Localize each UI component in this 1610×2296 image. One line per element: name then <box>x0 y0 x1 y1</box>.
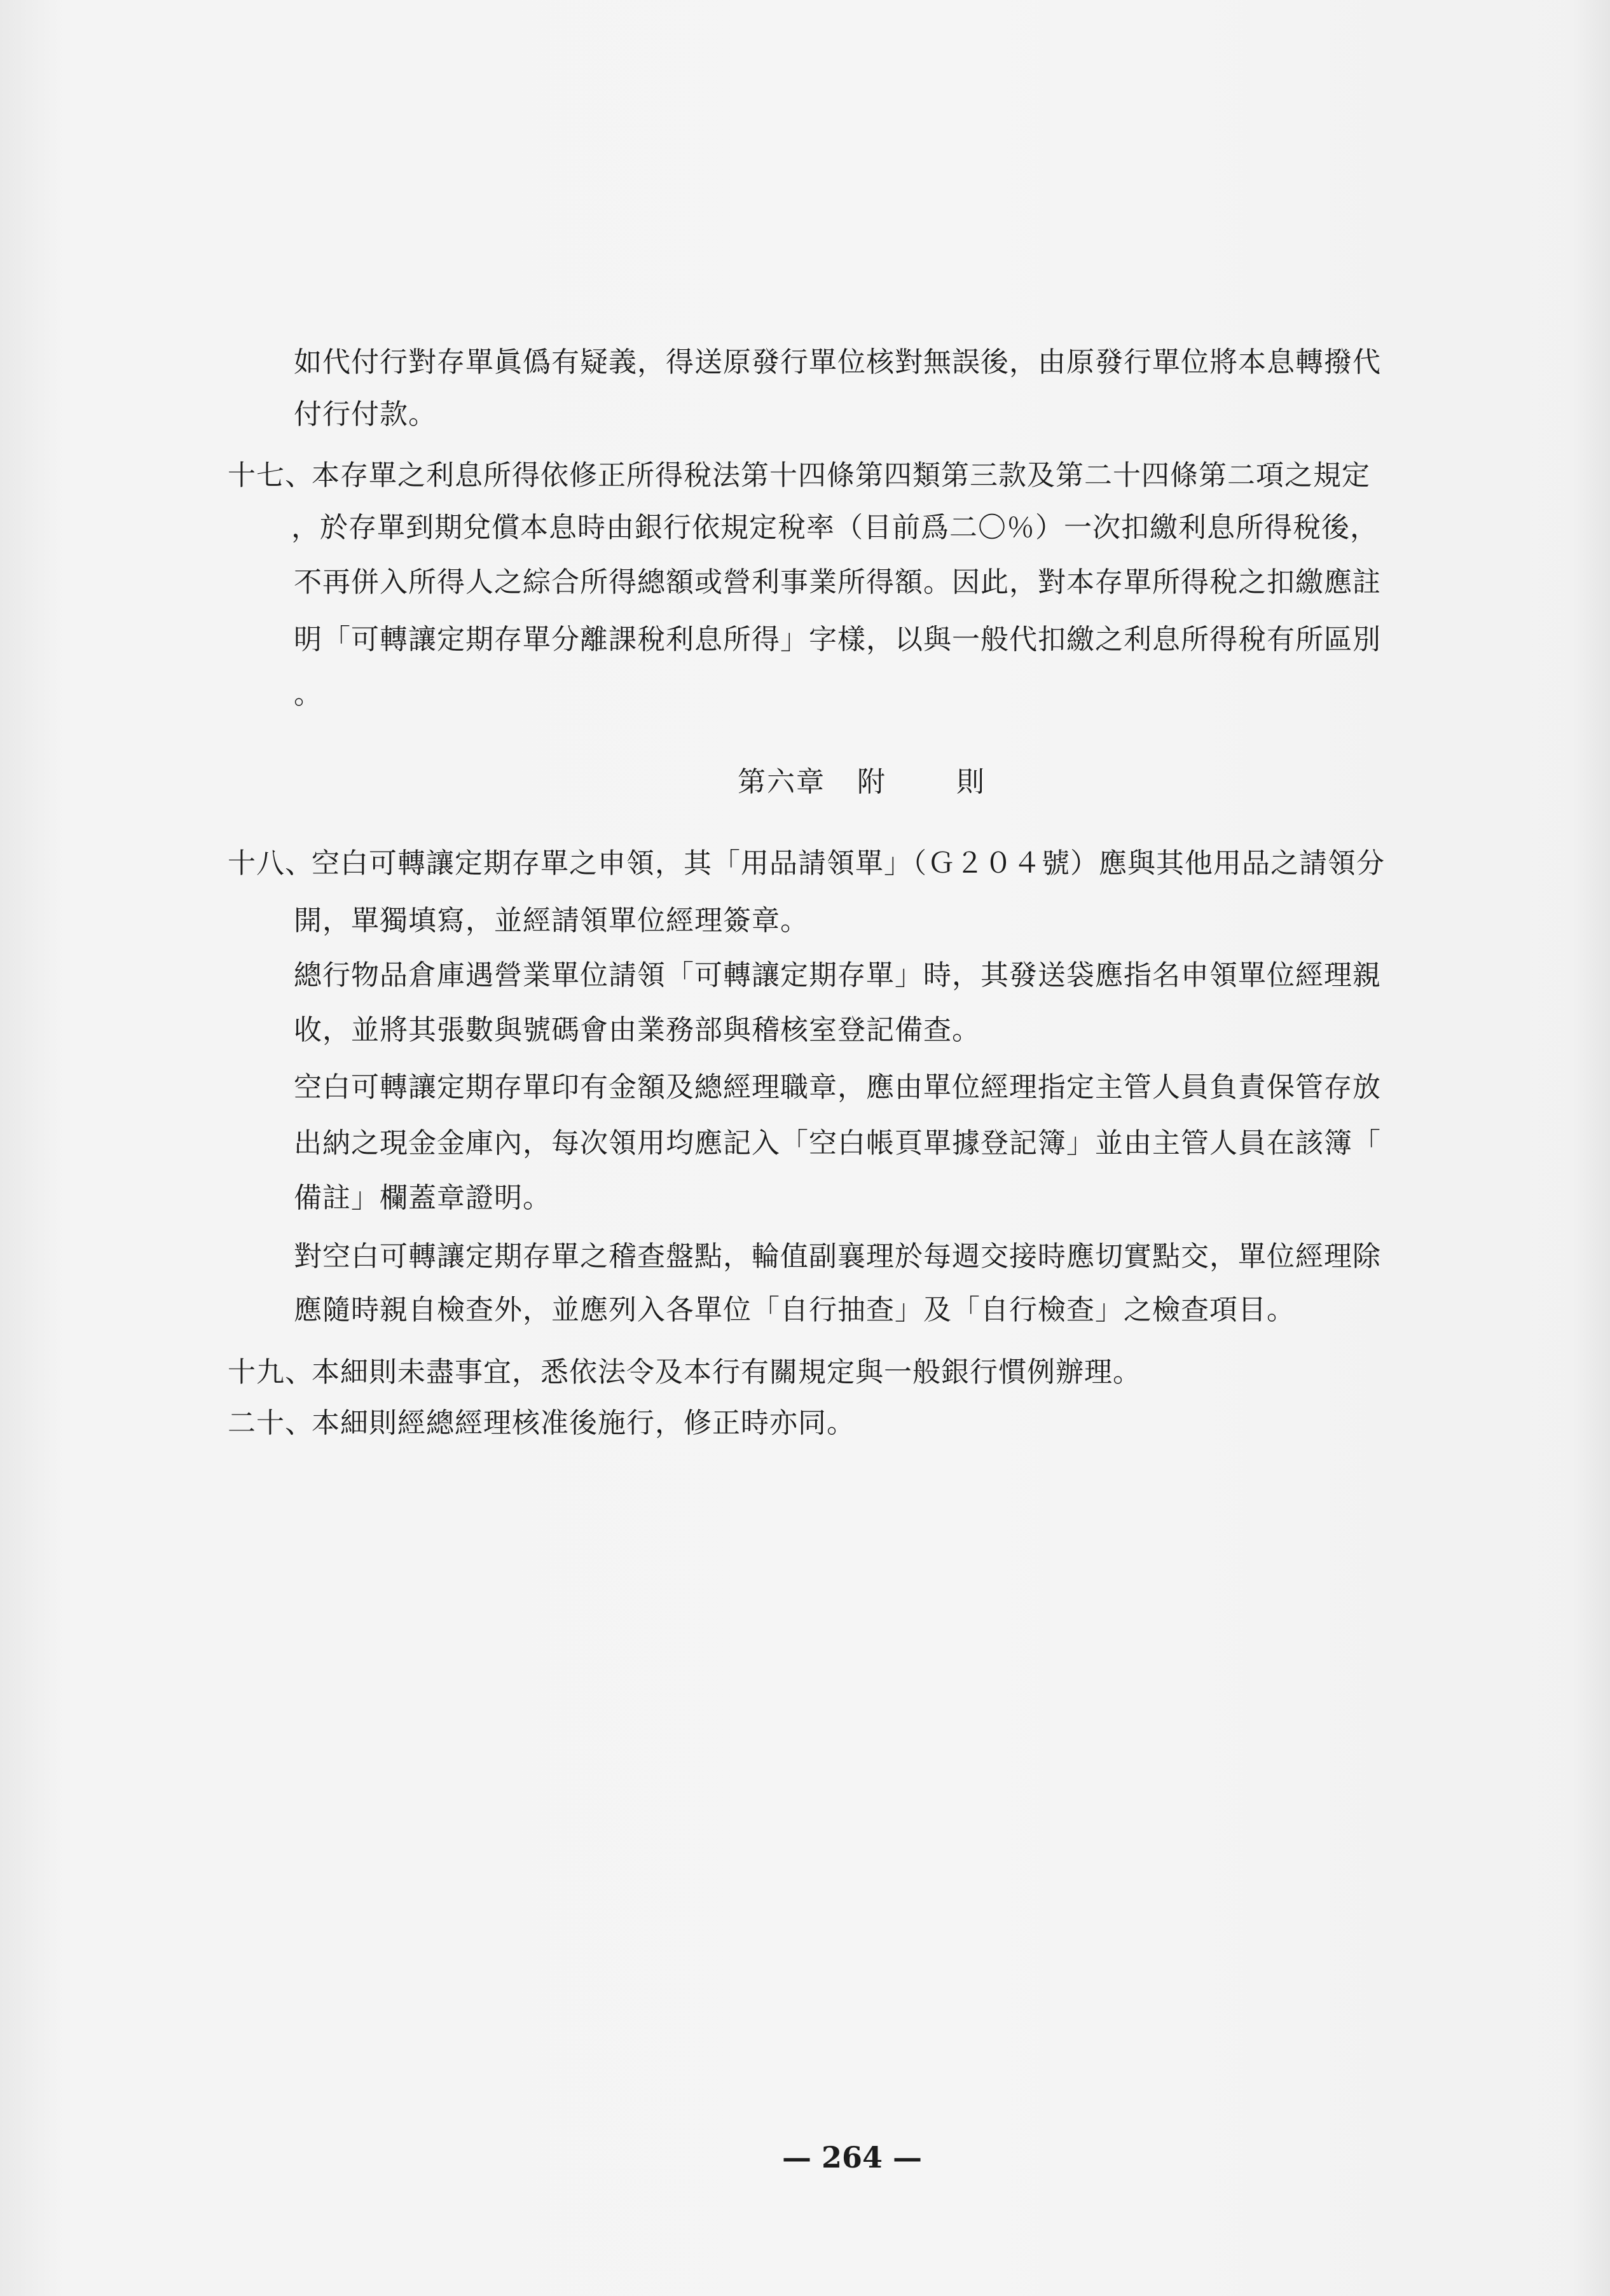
clause17-line-5: 。 <box>294 678 322 710</box>
clause16-line-2: 付行付款。 <box>294 398 437 431</box>
page-edge-shadow <box>1572 0 1610 2296</box>
clause17-line-4: 明「可轉讓定期存單分離課稅利息所得」字樣，以與一般代扣繳之利息所得稅有所區別 <box>294 623 1381 656</box>
page-number: — 264 — <box>782 2140 923 2175</box>
clause18-number: 十八、 <box>228 847 313 880</box>
clause17-number: 十七、 <box>228 459 313 492</box>
chapter-title-char-2: 則 <box>956 766 986 798</box>
clause18-line-1: 空白可轉讓定期存單之申領，其「用品請領單」（Ｇ２０４號）應與其他用品之請領分 <box>312 847 1385 880</box>
clause18-line-5: 空白可轉讓定期存單印有金額及總經理職章，應由單位經理指定主管人員負責保管存放 <box>294 1071 1381 1103</box>
clause18-line-7: 備註」欄蓋章證明。 <box>294 1182 551 1214</box>
clause20-text: 本細則經總經理核准後施行，修正時亦同。 <box>312 1407 855 1439</box>
clause16-line-1: 如代付行對存單眞僞有疑義，得送原發行單位核對無誤後，由原發行單位將本息轉撥代 <box>294 346 1381 378</box>
chapter-label: 第六章 <box>738 766 825 798</box>
clause18-line-4: 收，並將其張數與號碼會由業務部與稽核室登記備查。 <box>294 1014 980 1046</box>
clause18-line-3: 總行物品倉庫遇營業單位請領「可轉讓定期存單」時，其發送袋應指名申領單位經理親 <box>294 959 1381 992</box>
clause20-number: 二十、 <box>228 1407 313 1439</box>
clause19-text: 本細則未盡事宜，悉依法令及本行有關規定與一般銀行慣例辦理。 <box>312 1356 1141 1388</box>
clause17-line-2: ，於存單到期兌償本息時由銀行依規定稅率（目前爲二〇％）一次扣繳利息所得稅後， <box>291 511 1379 544</box>
clause19-number: 十九、 <box>228 1356 313 1388</box>
clause17-line-3: 不再併入所得人之綜合所得總額或營利事業所得額。因此，對本存單所得稅之扣繳應註 <box>294 566 1381 598</box>
chapter-heading <box>738 763 986 801</box>
clause18-line-6: 出納之現金金庫內，每次領用均應記入「空白帳頁單據登記簿」並由主管人員在該簿「 <box>294 1127 1381 1159</box>
clause18-line-8: 對空白可轉讓定期存單之稽查盤點，輪值副襄理於每週交接時應切實點交，單位經理除 <box>294 1240 1381 1273</box>
chapter-title-char-1: 附 <box>857 766 886 798</box>
clause17-line-1: 本存單之利息所得依修正所得稅法第十四條第四類第三款及第二十四條第二項之規定 <box>312 459 1370 492</box>
clause18-line-2: 開，單獨填寫，並經請領單位經理簽章。 <box>294 904 809 937</box>
clause18-line-9: 應隨時親自檢查外，並應列入各單位「自行抽查」及「自行檢查」之檢查項目。 <box>294 1294 1295 1326</box>
